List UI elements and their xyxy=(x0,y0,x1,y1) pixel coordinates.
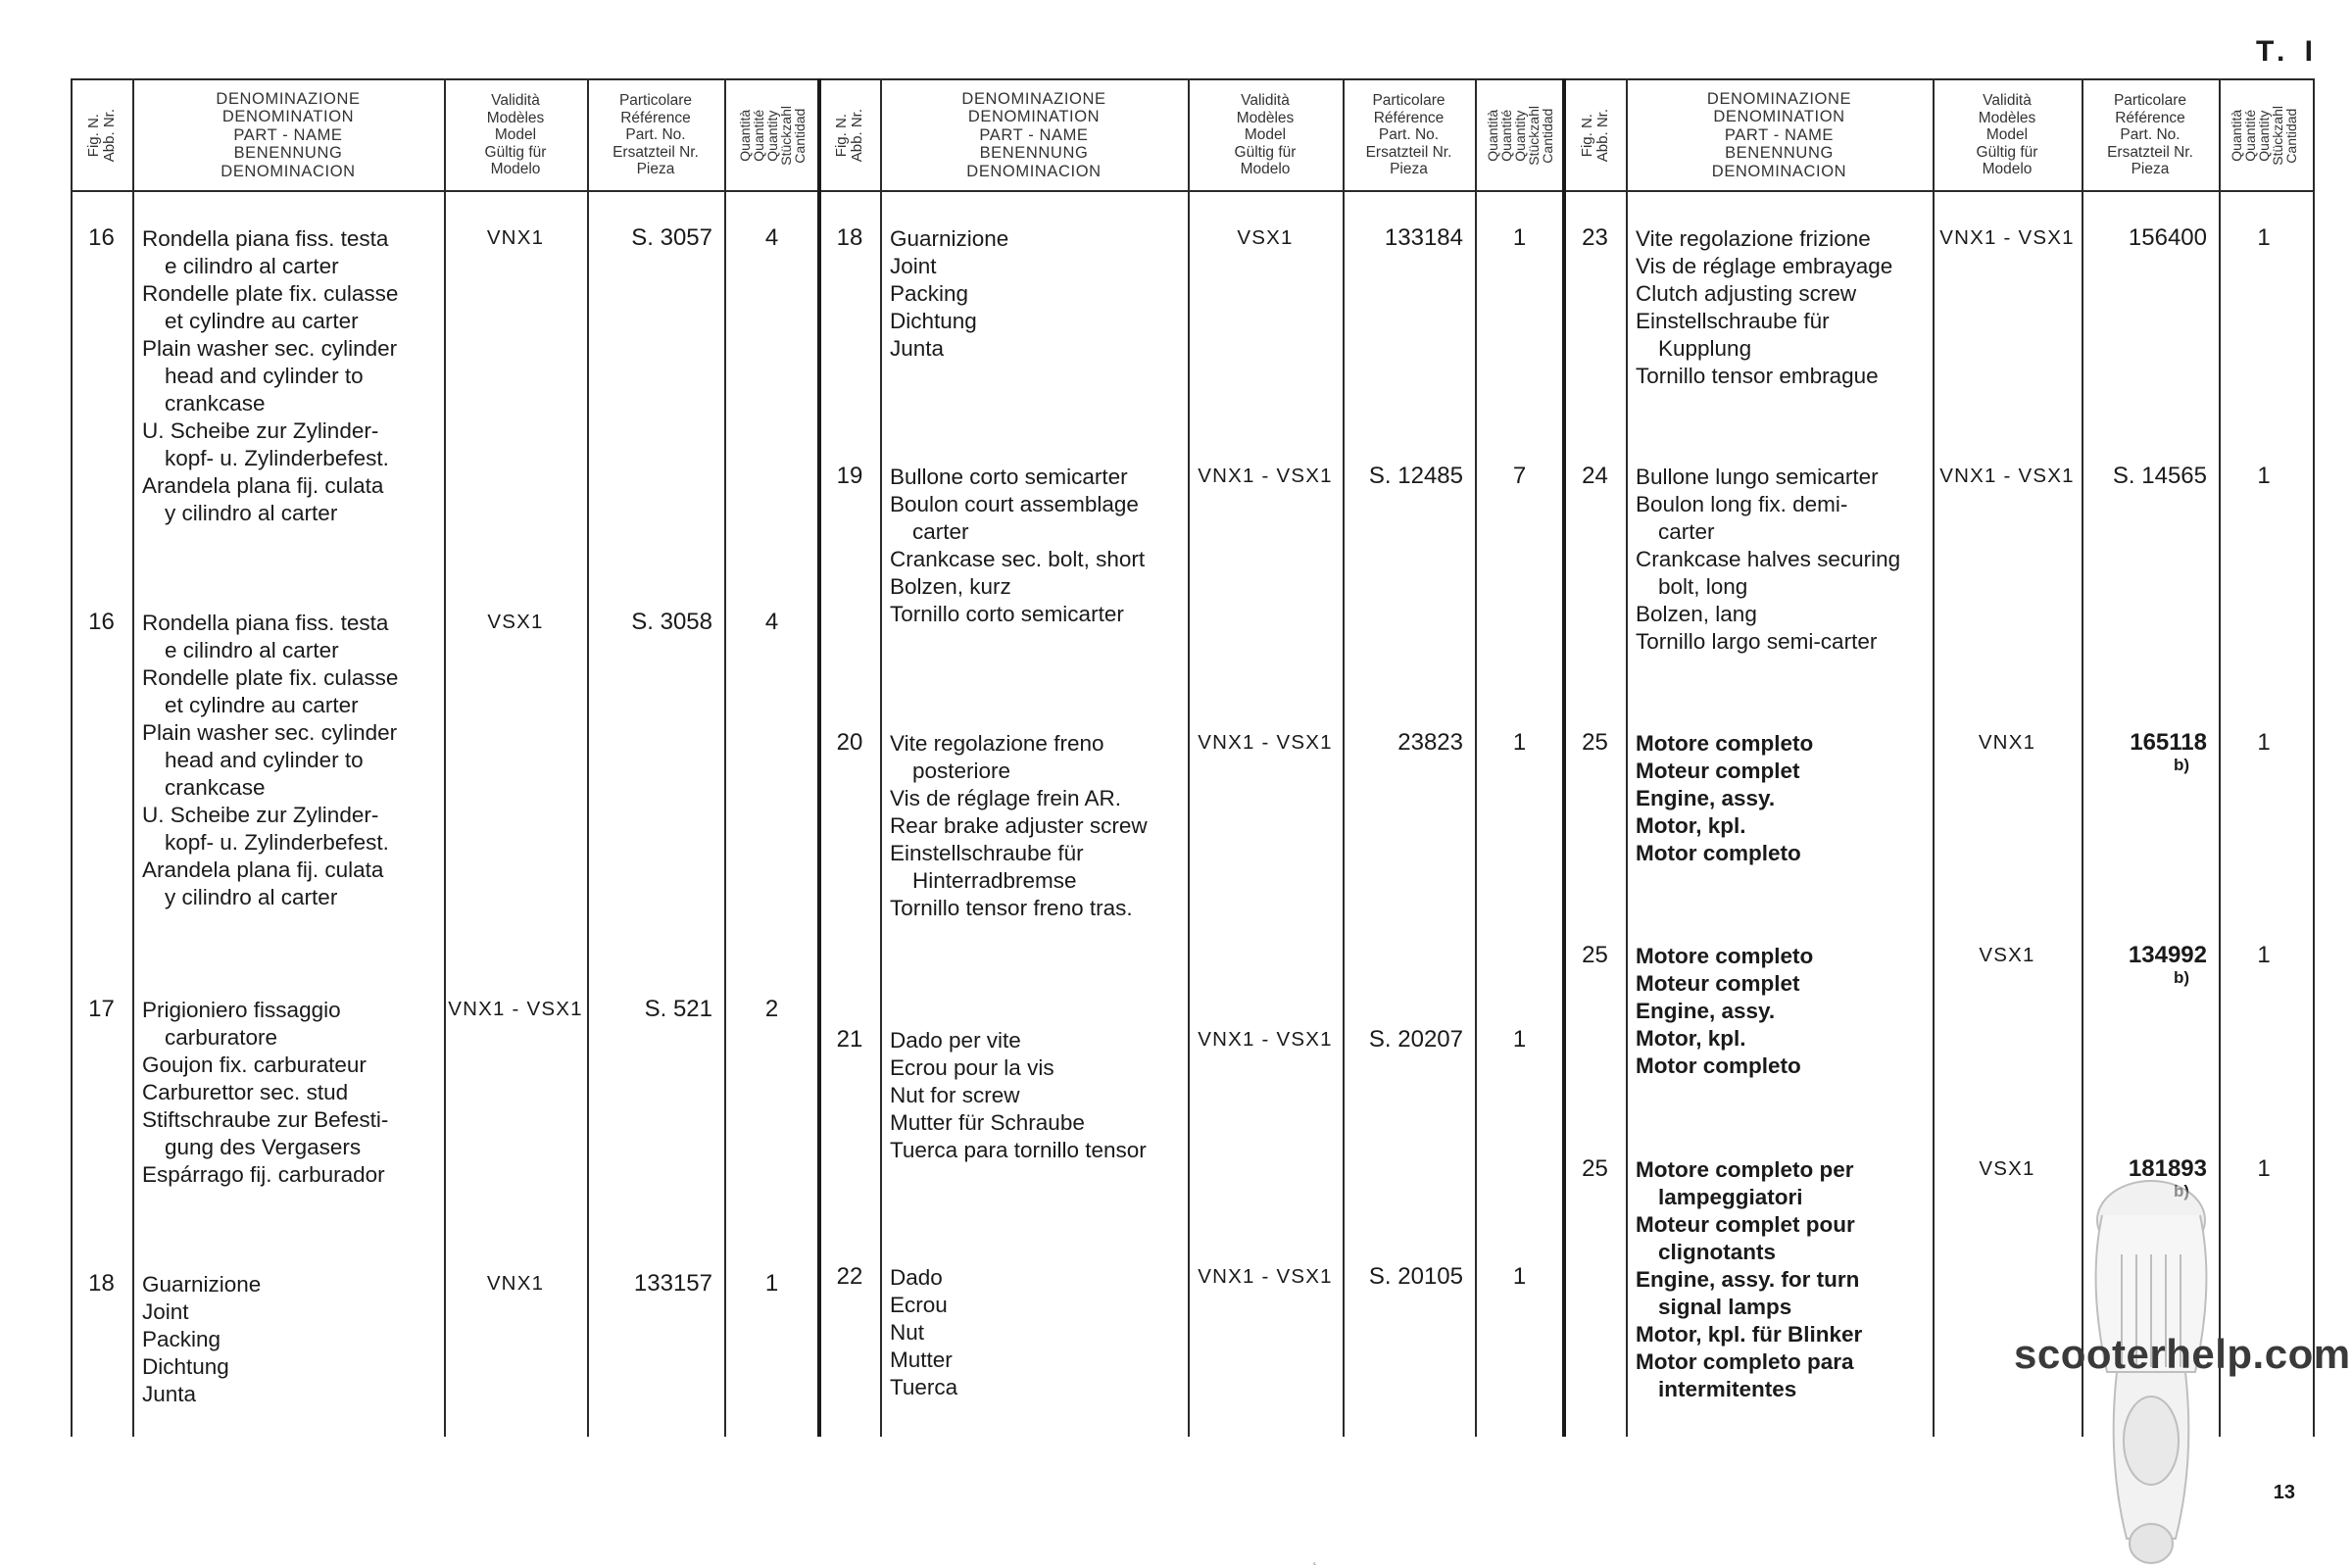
description-line: Motor completo xyxy=(1636,1054,1801,1078)
description-line: Plain washer sec. cylinder xyxy=(142,720,398,745)
header-model-cell xyxy=(444,82,587,188)
part-description xyxy=(890,1027,1147,1164)
part-number: S. 521 xyxy=(644,996,712,1022)
quantity: 1 xyxy=(1512,224,1527,251)
header-model-line: Model xyxy=(1985,126,2029,144)
header-name-line: PART - NAME xyxy=(233,125,343,144)
description-line: Guarnizione xyxy=(142,1272,262,1297)
description-line: Kupplung xyxy=(1658,336,1752,361)
header-qty-line: Quantità xyxy=(2229,109,2244,162)
description-line: Joint xyxy=(142,1299,189,1324)
description-line: Bullone corto semicarter xyxy=(890,465,1128,489)
part-description xyxy=(890,1264,957,1401)
part-description xyxy=(890,464,1145,628)
header-name-cell xyxy=(880,82,1188,188)
description-line: e cilindro al carter xyxy=(165,638,339,662)
header-model-line: Gültig für xyxy=(1976,143,2038,161)
description-line: carter xyxy=(1658,519,1715,544)
header-name-line: DENOMINATION xyxy=(1713,108,1845,126)
description-line: Bolzen, lang xyxy=(1636,602,1757,626)
description-line: kopf- u. Zylinderbefest. xyxy=(165,830,389,855)
header-name-line: DENOMINAZIONE xyxy=(1706,89,1852,108)
page-number: 13 xyxy=(2273,1482,2295,1503)
header-model-label xyxy=(1235,92,1297,178)
header-fig-line: Fig. N. xyxy=(84,113,102,158)
part-description xyxy=(1636,943,1813,1080)
description-line: Ecrou xyxy=(890,1293,948,1317)
fig-number: 18 xyxy=(836,224,863,251)
part-note: b) xyxy=(2173,756,2189,774)
description-line: Plain washer sec. cylinder xyxy=(142,336,398,361)
model-validity: VSX1 xyxy=(1979,1157,2035,1180)
column-divider xyxy=(724,78,726,1437)
quantity: 4 xyxy=(764,224,779,251)
column-divider xyxy=(1188,78,1190,1437)
description-line: Arandela plana fij. culata xyxy=(142,473,384,498)
description-line: Boulon long fix. demi- xyxy=(1636,492,1848,516)
header-fig-label xyxy=(86,109,118,162)
header-name-label xyxy=(961,90,1105,181)
header-part-line: Particolare xyxy=(2113,92,2187,110)
description-line: Motor, kpl. für Blinker xyxy=(1636,1322,1863,1347)
description-line: Tuerca xyxy=(890,1375,958,1399)
header-part-line: Part. No. xyxy=(2120,126,2180,144)
header-part-cell xyxy=(587,82,724,188)
fig-number: 20 xyxy=(836,729,863,756)
description-line: Hinterradbremse xyxy=(912,868,1077,893)
header-name-line: BENENNUNG xyxy=(233,144,343,163)
model-validity: VSX1 xyxy=(487,611,544,633)
part-description xyxy=(1636,225,1892,390)
description-line: Vis de réglage embrayage xyxy=(1636,254,1893,278)
quantity: 1 xyxy=(764,1270,779,1297)
description-line: Mutter xyxy=(890,1348,953,1372)
header-name-line: DENOMINACION xyxy=(1711,162,1847,180)
header-fig-cell xyxy=(71,82,132,188)
header-part-line: Pieza xyxy=(1390,161,1428,178)
part-description xyxy=(142,997,388,1189)
description-line: Einstellschraube für xyxy=(890,841,1084,865)
header-qty-line: Quantité xyxy=(750,109,766,162)
description-line: Moteur complet pour xyxy=(1636,1212,1855,1237)
header-part-cell xyxy=(1343,82,1475,188)
header-part-line: Part. No. xyxy=(625,126,686,144)
header-model-line: Modèles xyxy=(1978,109,2036,126)
description-line: Rear brake adjuster screw xyxy=(890,813,1148,838)
column-divider xyxy=(880,78,882,1437)
description-line: Motore completo xyxy=(1636,944,1814,968)
description-line: posteriore xyxy=(912,759,1011,783)
model-validity: VNX1 - VSX1 xyxy=(1939,465,2075,487)
quantity: 1 xyxy=(2257,942,2271,968)
header-fig-line: Abb. Nr. xyxy=(1593,108,1611,163)
header-qty-line: Quantité xyxy=(1497,109,1514,162)
header-qty-line: Quantity xyxy=(1511,109,1528,162)
description-line: et cylindre au carter xyxy=(165,309,359,333)
header-qty-line: Stückzahl xyxy=(777,105,794,166)
description-line: signal lamps xyxy=(1658,1295,1792,1319)
header-name-line: DENOMINACION xyxy=(966,162,1102,180)
quantity: 1 xyxy=(2257,224,2271,251)
header-model-line: Model xyxy=(1244,126,1287,144)
description-line: bolt, long xyxy=(1658,574,1748,599)
header-part-cell xyxy=(2082,82,2219,188)
section-divider xyxy=(1562,78,1566,1437)
header-name-line: BENENNUNG xyxy=(979,144,1089,163)
description-line: Crankcase sec. bolt, short xyxy=(890,547,1146,571)
part-description xyxy=(890,225,1008,363)
quantity: 1 xyxy=(1512,1263,1527,1290)
description-line: Stiftschraube zur Befesti- xyxy=(142,1107,389,1132)
description-line: Guarnizione xyxy=(890,226,1009,251)
header-qty-cell xyxy=(2219,82,2309,188)
description-line: Motore completo per xyxy=(1636,1157,1854,1182)
part-number: S. 14565 xyxy=(2112,463,2207,489)
header-qty-line: Quantità xyxy=(1484,109,1500,162)
header-name-cell xyxy=(132,82,444,188)
part-description xyxy=(890,730,1148,922)
header-model-line: Gültig für xyxy=(484,143,547,161)
fig-number: 21 xyxy=(836,1026,863,1053)
description-line: carter xyxy=(912,519,969,544)
description-line: Rondella piana fiss. testa xyxy=(142,226,389,251)
fig-number: 25 xyxy=(1582,942,1608,968)
description-line: e cilindro al carter xyxy=(165,254,339,278)
model-validity: VNX1 - VSX1 xyxy=(1198,1265,1333,1288)
header-name-label xyxy=(216,90,360,181)
column-divider xyxy=(1626,78,1628,1437)
description-line: Engine, assy. xyxy=(1636,786,1776,810)
description-line: Vite regolazione freno xyxy=(890,731,1104,756)
header-part-label xyxy=(1366,92,1452,178)
part-number: 133184 xyxy=(1384,224,1463,251)
header-qty-label xyxy=(2230,106,2298,166)
description-line: et cylindre au carter xyxy=(165,693,359,717)
description-line: Motor, kpl. xyxy=(1636,813,1746,838)
fig-number: 17 xyxy=(88,996,115,1022)
description-line: Motor completo para xyxy=(1636,1349,1854,1374)
header-qty-label xyxy=(738,106,807,166)
description-line: Engine, assy. xyxy=(1636,999,1776,1023)
description-line: Ecrou pour la vis xyxy=(890,1055,1054,1080)
quantity: 1 xyxy=(1512,1026,1527,1053)
header-bottom-rule xyxy=(71,190,2315,192)
description-line: Joint xyxy=(890,254,937,278)
model-validity: VNX1 xyxy=(1978,731,2036,754)
header-model-line: Model xyxy=(494,126,537,144)
fig-number: 24 xyxy=(1582,463,1608,489)
description-line: Packing xyxy=(890,281,969,306)
description-line: Motor completo xyxy=(1636,841,1801,865)
description-line: Tornillo largo semi-carter xyxy=(1636,629,1878,654)
description-line: y cilindro al carter xyxy=(165,501,338,525)
description-line: gung des Vergasers xyxy=(165,1135,362,1159)
description-line: Rondelle plate fix. culasse xyxy=(142,665,399,690)
header-model-label xyxy=(1977,92,2038,178)
quantity: 1 xyxy=(2257,1155,2271,1182)
quantity: 1 xyxy=(1512,729,1527,756)
description-line: crankcase xyxy=(165,391,266,416)
fig-number: 25 xyxy=(1582,1155,1608,1182)
header-part-label xyxy=(2107,92,2193,178)
header-model-line: Modèles xyxy=(486,109,545,126)
description-line: Rondella piana fiss. testa xyxy=(142,611,389,635)
header-qty-line: Stückzahl xyxy=(2270,105,2285,166)
column-divider xyxy=(1343,78,1345,1437)
header-part-line: Référence xyxy=(620,109,691,126)
part-description xyxy=(1636,1156,1862,1403)
fig-number: 23 xyxy=(1582,224,1608,251)
description-line: Dado per vite xyxy=(890,1028,1021,1053)
fig-number: 19 xyxy=(836,463,863,489)
header-part-line: Ersatzteil Nr. xyxy=(612,143,699,161)
description-line: Dichtung xyxy=(142,1354,229,1379)
header-fig-cell xyxy=(819,82,880,188)
quantity: 1 xyxy=(2257,729,2271,756)
header-model-line: Modelo xyxy=(1240,161,1291,178)
description-line: Nut xyxy=(890,1320,925,1345)
header-fig-line: Fig. N. xyxy=(833,113,850,158)
part-number: S. 20105 xyxy=(1368,1263,1463,1290)
header-name-line: PART - NAME xyxy=(979,125,1089,144)
header-qty-line: Stückzahl xyxy=(1525,105,1542,166)
model-validity: VNX1 xyxy=(486,1272,545,1295)
model-validity: VSX1 xyxy=(1979,944,2035,966)
description-line: crankcase xyxy=(165,775,266,800)
header-name-line: DENOMINAZIONE xyxy=(216,89,361,108)
description-line: Junta xyxy=(142,1382,197,1406)
header-fig-line: Fig. N. xyxy=(1578,113,1595,158)
description-line: Engine, assy. for turn xyxy=(1636,1267,1860,1292)
part-description xyxy=(1636,464,1900,656)
description-line: Rondelle plate fix. culasse xyxy=(142,281,399,306)
part-number: S. 20207 xyxy=(1368,1026,1463,1053)
description-line: carburatore xyxy=(165,1025,278,1050)
header-part-label xyxy=(612,92,699,178)
description-line: U. Scheibe zur Zylinder- xyxy=(142,418,379,443)
description-line: head and cylinder to xyxy=(165,364,364,388)
page-tag: T. I xyxy=(2255,35,2319,68)
description-line: Moteur complet xyxy=(1636,971,1800,996)
column-divider xyxy=(1475,78,1477,1437)
header-model-cell xyxy=(1933,82,2082,188)
header-model-line: Modelo xyxy=(1982,161,2033,178)
description-line: Vis de réglage frein AR. xyxy=(890,786,1121,810)
column-divider xyxy=(587,78,589,1437)
description-line: Vite regolazione frizione xyxy=(1636,226,1871,251)
header-model-line: Gültig für xyxy=(1234,143,1297,161)
header-part-line: Ersatzteil Nr. xyxy=(1365,143,1452,161)
description-line: Einstellschraube für xyxy=(1636,309,1830,333)
description-line: Dichtung xyxy=(890,309,977,333)
model-validity: VNX1 - VSX1 xyxy=(1939,226,2075,249)
description-line: Motore completo xyxy=(1636,731,1814,756)
header-part-line: Référence xyxy=(1373,109,1445,126)
description-line: Espárrago fij. carburador xyxy=(142,1162,385,1187)
header-name-line: DENOMINATION xyxy=(967,108,1101,126)
header-model-line: Validità xyxy=(1983,92,2032,110)
description-line: intermitentes xyxy=(1658,1377,1797,1401)
header-part-line: Référence xyxy=(2115,109,2185,126)
quantity: 7 xyxy=(1512,463,1527,489)
header-qty-line: Quantity xyxy=(763,109,780,162)
model-validity: VSX1 xyxy=(1237,226,1294,249)
description-line: Mutter für Schraube xyxy=(890,1110,1085,1135)
model-validity: VNX1 xyxy=(486,226,545,249)
description-line: U. Scheibe zur Zylinder- xyxy=(142,803,379,827)
header-fig-line: Abb. Nr. xyxy=(100,108,118,163)
header-fig-label xyxy=(1580,109,1611,162)
fig-number: 16 xyxy=(88,609,115,635)
description-line: y cilindro al carter xyxy=(165,885,338,909)
description-line: Carburettor sec. stud xyxy=(142,1080,349,1104)
model-validity: VNX1 - VSX1 xyxy=(1198,1028,1333,1051)
column-divider xyxy=(444,78,446,1437)
header-part-line: Ersatzteil Nr. xyxy=(2107,143,2193,161)
fig-number: 16 xyxy=(88,224,115,251)
model-validity: VNX1 - VSX1 xyxy=(1198,465,1333,487)
fig-number: 22 xyxy=(836,1263,863,1290)
part-description xyxy=(142,225,398,527)
header-name-line: DENOMINACION xyxy=(220,162,356,180)
description-line: Tornillo tensor embrague xyxy=(1636,364,1879,388)
column-divider xyxy=(2313,78,2315,1437)
header-fig-cell xyxy=(1564,82,1626,188)
fig-number: 18 xyxy=(88,1270,115,1297)
description-line: head and cylinder to xyxy=(165,748,364,772)
description-line: Bolzen, kurz xyxy=(890,574,1011,599)
quantity: 2 xyxy=(764,996,779,1022)
header-qty-line: Cantidad xyxy=(1539,107,1555,164)
description-line: Tuerca para tornillo tensor xyxy=(890,1138,1147,1162)
header-qty-line: Quantité xyxy=(2242,109,2258,162)
description-line: Dado xyxy=(890,1265,943,1290)
header-model-line: Modèles xyxy=(1236,109,1295,126)
description-line: Junta xyxy=(890,336,945,361)
description-line: clignotants xyxy=(1658,1240,1777,1264)
description-line: Moteur complet xyxy=(1636,759,1800,783)
part-number: 156400 xyxy=(2128,224,2207,251)
header-part-line: Pieza xyxy=(636,161,675,178)
description-line: Clutch adjusting screw xyxy=(1636,281,1857,306)
part-number: 181893 xyxy=(2128,1155,2207,1182)
header-model-line: Validità xyxy=(1241,92,1290,110)
header-model-line: Validità xyxy=(491,92,540,110)
header-model-label xyxy=(485,92,547,178)
part-number: S. 12485 xyxy=(1368,463,1463,489)
description-line: Tornillo tensor freno tras. xyxy=(890,896,1133,920)
column-divider xyxy=(71,78,73,1437)
part-number: S. 3057 xyxy=(631,224,712,251)
model-validity: VNX1 - VSX1 xyxy=(448,998,583,1020)
part-number: 133157 xyxy=(633,1270,712,1297)
header-model-line: Modelo xyxy=(490,161,541,178)
print-mark: ˛ xyxy=(1313,1551,1317,1565)
description-line: Prigioniero fissaggio xyxy=(142,998,341,1022)
header-name-line: PART - NAME xyxy=(1724,125,1835,144)
header-name-line: BENENNUNG xyxy=(1725,144,1834,163)
description-line: Nut for screw xyxy=(890,1083,1020,1107)
description-line: Crankcase halves securing xyxy=(1636,547,1901,571)
part-note: b) xyxy=(2173,968,2189,987)
header-top-rule xyxy=(71,78,2315,80)
part-description xyxy=(1636,730,1813,867)
section-divider xyxy=(817,78,821,1437)
column-divider xyxy=(1933,78,1935,1437)
header-fig-label xyxy=(834,109,865,162)
model-validity: VNX1 - VSX1 xyxy=(1198,731,1333,754)
quantity: 1 xyxy=(2257,463,2271,489)
header-part-line: Particolare xyxy=(1372,92,1446,110)
header-part-line: Particolare xyxy=(618,92,693,110)
header-qty-cell xyxy=(724,82,819,188)
description-line: Tornillo corto semicarter xyxy=(890,602,1124,626)
description-line: Arandela plana fij. culata xyxy=(142,858,384,882)
header-name-line: DENOMINATION xyxy=(221,108,355,126)
header-fig-line: Abb. Nr. xyxy=(849,108,865,163)
part-number: 134992 xyxy=(2128,942,2207,968)
header-qty-cell xyxy=(1475,82,1564,188)
quantity: 4 xyxy=(764,609,779,635)
description-line: Goujon fix. carburateur xyxy=(142,1053,367,1077)
description-line: Bullone lungo semicarter xyxy=(1636,465,1879,489)
description-line: Boulon court assemblage xyxy=(890,492,1139,516)
header-qty-line: Cantidad xyxy=(791,107,808,164)
part-description xyxy=(142,610,398,911)
header-part-line: Part. No. xyxy=(1378,126,1440,144)
header-name-cell xyxy=(1626,82,1933,188)
part-number: 23823 xyxy=(1397,729,1463,756)
part-number: S. 3058 xyxy=(631,609,712,635)
description-line: Motor, kpl. xyxy=(1636,1026,1746,1051)
part-description xyxy=(142,1271,261,1408)
header-name-label xyxy=(1707,90,1851,181)
fig-number: 25 xyxy=(1582,729,1608,756)
header-qty-label xyxy=(1486,106,1554,166)
header-part-line: Pieza xyxy=(2131,161,2170,178)
column-divider xyxy=(132,78,134,1437)
part-number: 165118 xyxy=(2130,729,2207,756)
header-qty-line: Quantità xyxy=(736,109,753,162)
header-qty-line: Quantity xyxy=(2256,109,2272,162)
header-qty-line: Cantidad xyxy=(2283,107,2299,164)
header-model-cell xyxy=(1188,82,1343,188)
description-line: lampeggiatori xyxy=(1658,1185,1803,1209)
header-name-line: DENOMINAZIONE xyxy=(961,89,1106,108)
description-line: Packing xyxy=(142,1327,221,1351)
watermark-text: scooterhelp.com xyxy=(2014,1331,2351,1377)
description-line: kopf- u. Zylinderbefest. xyxy=(165,446,389,470)
